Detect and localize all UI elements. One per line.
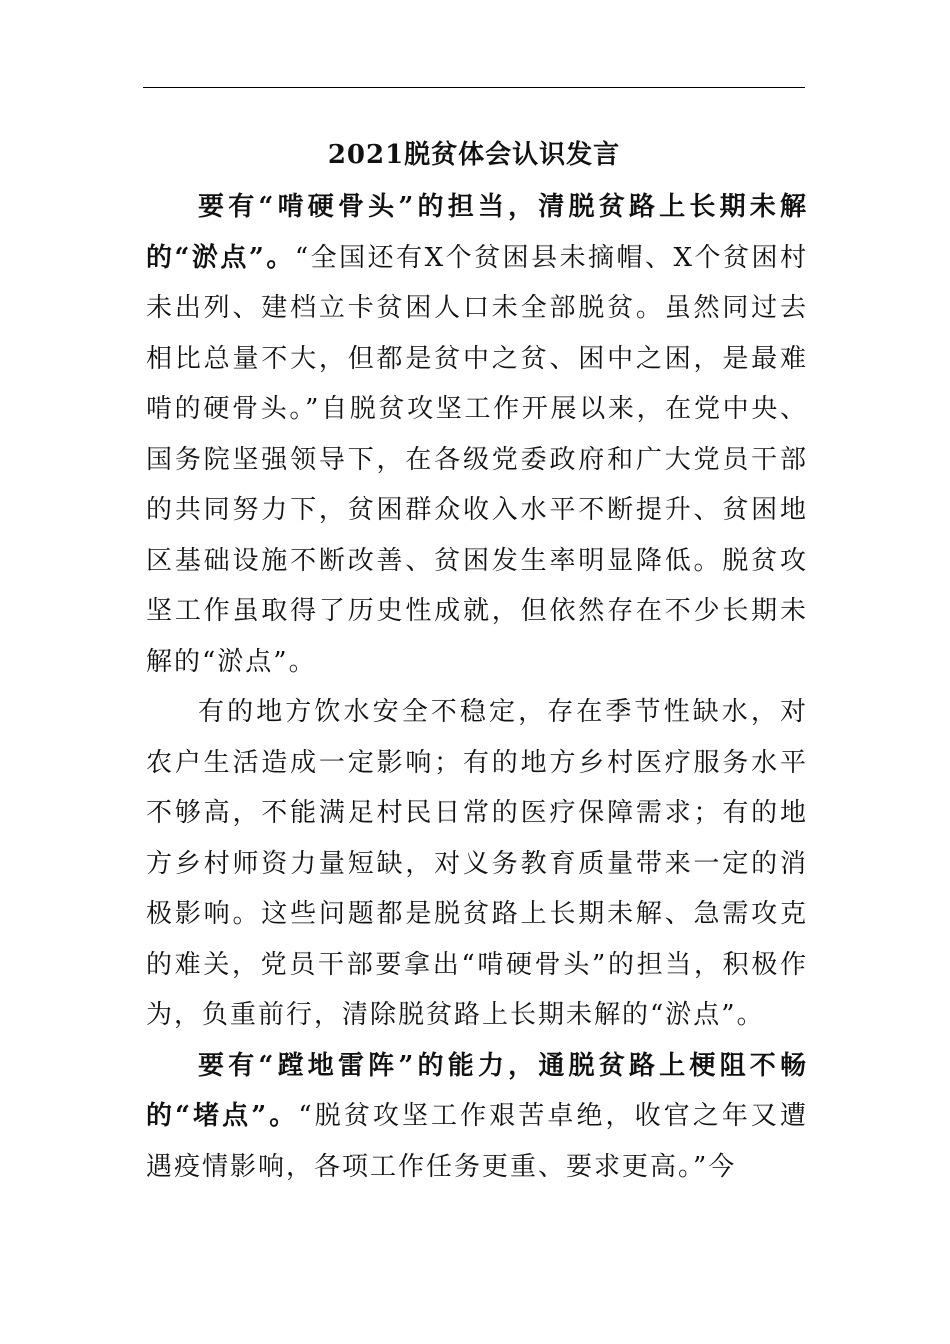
paragraph-1: [146, 182, 808, 687]
document-body: [146, 182, 808, 1192]
paragraph-2: [146, 687, 808, 1041]
paragraph-1-body: “全国还有X个贫困县未摘帽、X个贫困村未出列、建档立卡贫困人口未全部脱贫。虽然同过去相比总量不大，但都是贫中之贫、困中之困，是最难啃的硬骨头。”自脱贫攻坚工作开展以来，在党中央、国务院坚强领导下，在各级党委政府和广大党员干部的共同努力下，贫困群众收入水平不断提升、贫困地区基础设施不断改善、贫困发生率明显降低。脱贫攻坚工作虽取得了历史性成就，但依然存在不少长期未解的“淤点”。: [146, 242, 808, 677]
paragraph-2-body: 有的地方饮水安全不稳定，存在季节性缺水，对农户生活造成一定影响；有的地方乡村医疗服务水平不够高，不能满足村民日常的医疗保障需求；有的地方乡村师资力量短缺，对义务教育质量带来一定的消极影响。这些问题都是脱贫路上长期未解、急需攻克的难关，党员干部要拿出“啃硬骨头”的担当，积极作为，负重前行，清除脱贫路上长期未解的“淤点”。: [146, 697, 808, 1030]
paragraph-3: [146, 1041, 808, 1193]
page-title: 2021脱贫体会认识发言: [327, 140, 621, 170]
paragraph-3-lead: 要有“蹚地雷阵”的能力，通脱贫路上梗阻不畅的“堵点”。: [146, 1050, 808, 1131]
paragraph-1-lead: 要有“啃硬骨头”的担当，清脱贫路上长期未解的“淤点”。: [146, 192, 808, 273]
paragraph-3-body: “脱贫攻坚工作艰苦卓绝，收官之年又遭遇疫情影响，各项工作任务更重、要求更高。”今: [146, 1101, 808, 1182]
header-rule: [143, 87, 805, 88]
